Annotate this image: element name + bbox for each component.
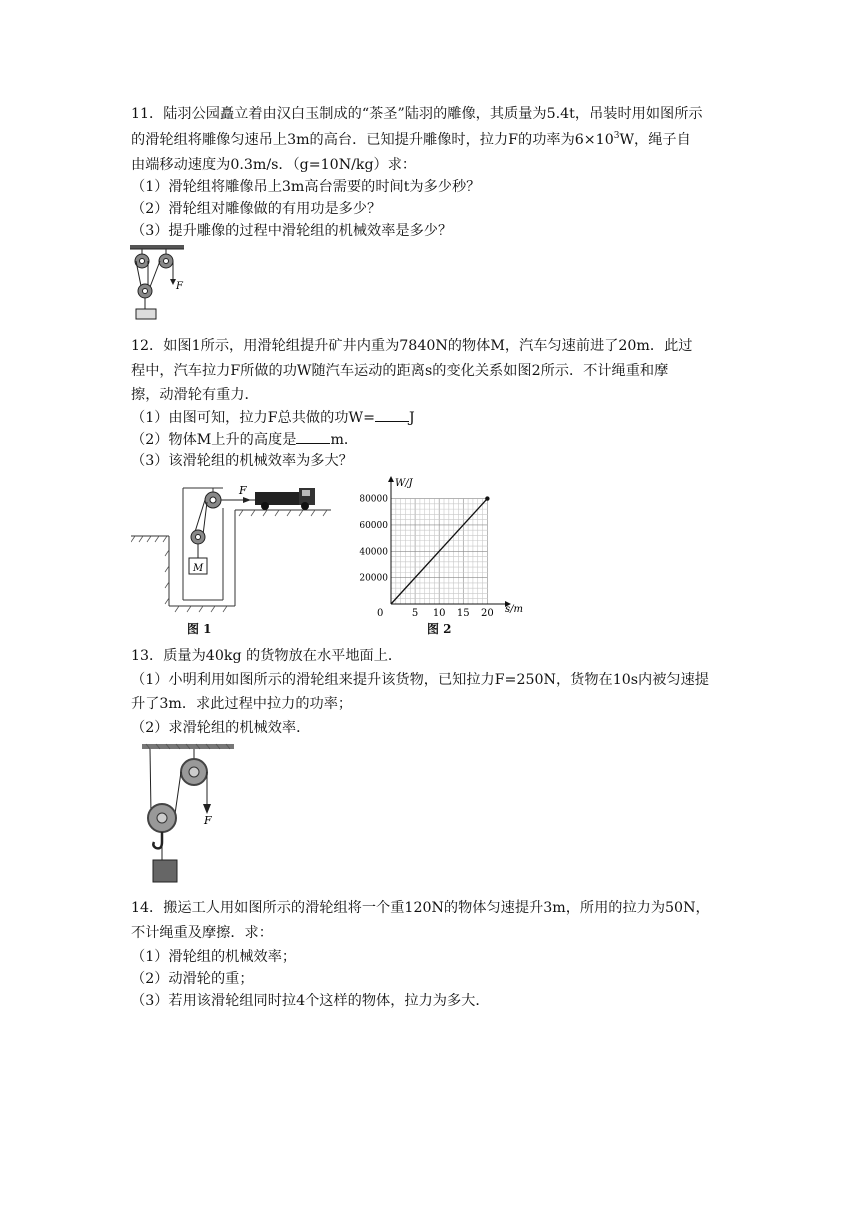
y-tick-label: 60000 [359,520,388,531]
q14-line-2: 不计绳重及摩擦．求： [131,925,273,941]
q12-line-3: 擦，动滑轮有重力． [131,387,259,403]
x-tick-label: 10 [432,608,446,618]
q12-line-2: 程中，汽车拉力F所做的功W随汽车运动的距离s的变化关系如图2所示．不计绳重和摩 [131,363,669,379]
figure-1-caption: 图 1 [187,622,212,636]
q11-line-2: 的滑轮组将雕像匀速吊上3m的高台．已知提升雕像时，拉力F的功率为$6\times 10^3W$，绳子自 [131,131,691,148]
q14-line-1: 14．搬运工人用如图所示的滑轮组将一个重120N的物体匀速提升3m，所用的拉力为50N， [131,900,710,916]
q12-fig1-force-label: F [239,484,247,497]
q11-pulley-figure [128,243,198,323]
q12-sub-1: （1）由图可知，拉力F总共做的功W= J [131,407,415,428]
q14-sub-3: （3）若用该滑轮组同时拉4个这样的物体，拉力为多大． [131,993,490,1009]
q13-line-1: 13．质量为40kg 的货物放在水平地面上． [131,648,403,664]
y-axis-label: W/J [395,478,413,489]
figure-2-caption: 图 2 [427,622,452,636]
q12-figure-2-chart [345,476,535,618]
y-tick-label: 80000 [359,494,388,505]
q12-fig1-mass-label: M [193,563,204,574]
y-axis-arrow [388,476,394,482]
q11-line-1: 11．陆羽公园矗立着由汉白玉制成的“茶圣”陆羽的雕像，其质量为5.4t，吊装时用如图所示 [131,106,703,122]
q12-sub-2: （2）物体M上升的高度是 m． [131,429,358,450]
q12-figure-1-mine [131,480,336,615]
q14-sub-2: （2）动滑轮的重； [131,971,254,987]
origin-label: 0 [377,608,384,618]
q11-sub-1: （1）滑轮组将雕像吊上3m高台需要的时间t为多少秒？ [131,179,481,195]
q12-line-1: 12．如图1所示，用滑轮组提升矿井内重为7840N的物体M，汽车匀速前进了20m．此过 [131,338,693,354]
y-tick-label: 40000 [359,547,388,558]
q12-sub-3: （3）该滑轮组的机械效率为多大？ [131,453,353,469]
q13-line-2: （1）小明利用如图所示的滑轮组来提升该货物，已知拉力F=250N，货物在10s内被匀速提 [131,672,709,688]
q11-force-label: F [176,281,183,292]
q13-line-3: 升了3m．求此过程中拉力的功率； [131,696,353,712]
answer-blank [375,407,409,422]
x-axis-label: s/m [505,604,523,615]
q14-sub-1: （1）滑轮组的机械效率； [131,949,297,965]
q13-force-label: F [204,814,212,827]
y-tick-label: 20000 [359,573,388,584]
x-tick-label: 15 [456,608,470,618]
q13-pulley-figure [140,742,240,887]
q11-sub-2: （2）滑轮组对雕像做的有用功是多少？ [131,201,382,217]
q11-line-3: 由端移动速度为0.3m/s．（g=10N/kg）求： [131,157,417,173]
series-end-point [485,496,489,500]
q11-sub-3: （3）提升雕像的过程中滑轮组的机械效率是多少？ [131,223,453,239]
q13-line-4: （2）求滑轮组的机械效率． [131,720,311,736]
x-tick-label: 5 [411,608,419,618]
x-tick-label: 20 [480,608,494,618]
answer-blank [296,429,330,444]
